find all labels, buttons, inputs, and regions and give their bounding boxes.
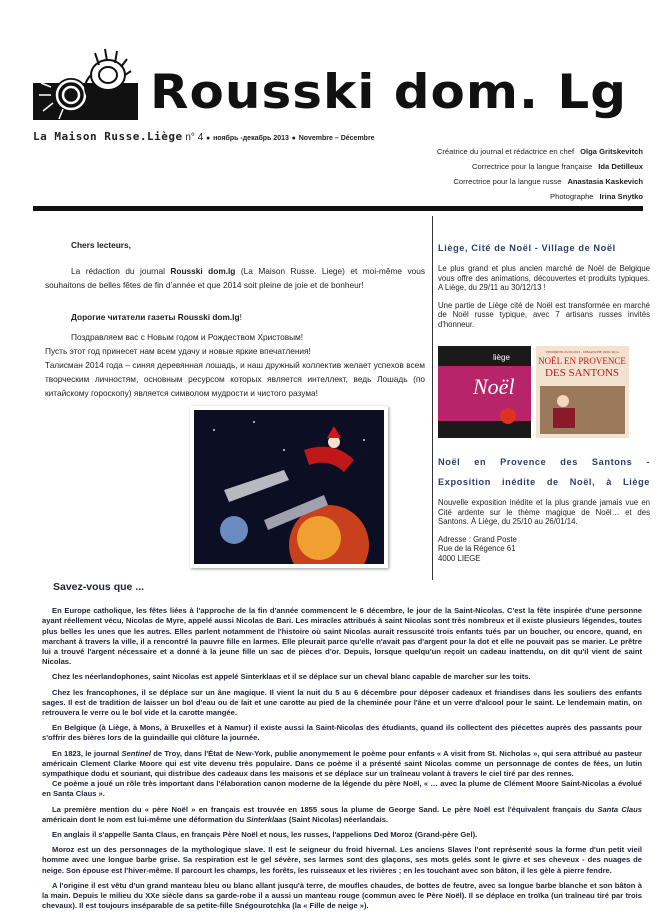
santons-poster [536,346,629,438]
address-line: Adresse : Grand Poste [438,534,517,544]
article-paragraph: En 1823, le journal Sentinel de Troy, dans l'État de New-York, publie anonymement le poème pour enfants « A visit from St. Nicholas », qui sera attribué au pasteur américain Clement Clarke Moore qui est vite devenu très populaire. Dans ce poème il a présenté saint Nicolas comme un personnage de contes de fées, un lutin sympathique dodu et souriant, qui distribue des cadeaux dans les maisons et se déplace sur un traîneau volant à travers le ciel tiré par des rennes. [42,748,642,779]
santa-space-illustration [190,406,388,568]
crab-logo-icon [33,45,143,120]
credit-name: Ida Detilleux [598,162,643,171]
credit-name: Olga Gritskevitch [580,147,643,156]
greeting-fr: Chers lecteurs, [71,240,131,250]
address-line: Rue de la Régence 61 [438,544,516,554]
sidebar-paragraph: Une partie de Liège cité de Noël est transformée en marché de Noël russe typique, avec 7 artisans russes invités d'honneur. [438,300,650,329]
sidebar-news [438,238,650,338]
article-paragraph: En Europe catholique, les fêtes liées à l'approche de la fin d'année commencent le 6 décembre, le jour de la Saint-Nicolas. C'est la fête inspirée d'une personne ayant réellement vécu, Nicolas de Myre, appelé aussi Nicolas de Bari. Les miracles attribués à saint Nicolas sont très nombreux et il existe plusieurs légendes, toutes plus belles les unes que les autres. Elles parlent notamment de l'histoire où saint Nicolas aurait ressuscité trois enfants tués par un boucher, ou encore, quand, en marchant à travers la ville, il a rencontré la pauvre fille en larmes. Elle pleurait parce qu'elle n'avait pas d'argent pour la dot et elle ne pouvait pas se marier. Le prêtre lui a trouvé l'argent nécessaire et a donné à la jeune fille un sac de pièces d'or. Depuis, lorsque quelqu'un reçoit un cadeau inattendu, on dit qu'il vient de saint Nicolas. [42,606,642,667]
address-line: 4000 LIEGE [438,553,481,563]
article-paragraph: La première mention du « père Noël » en français est trouvée en 1855 sous la plume de George Sand. Le père Noël est l'équivalent français du Santa Claus américain dont le nom est lui-même une déformation du Sinterklaas (Saint Nicolas) néerlandais. [42,804,642,824]
column-divider [432,216,433,580]
event-posters [438,346,656,438]
credit-role: Correctrice pour la langue russe [453,177,562,186]
issue-line [33,130,375,143]
bullet: ● [291,135,296,142]
dates-fr: Novembre – Décembre [298,135,375,142]
credit-role: Photographe [550,192,594,201]
issue-number: n° 4 [185,132,204,143]
sidebar-heading-liege: Liège, Cité de Noël - Village de Noël [438,243,616,253]
article-paragraph: En Belgique (à Liège, à Mons, à Bruxelles et à Namur) il existe aussi la Saint-Nicolas des étudiants, quand ils collectent des piécettes auprès des passants pour s'offrir des bières lors de la guindaille qui clôture la journée. [42,723,642,743]
svg-text:DES SANTONS: DES SANTONS [544,367,620,379]
brand-name: La Maison Russe.Liège [33,130,183,143]
sidebar-santons [438,452,650,564]
greeting-ru: Дорогие читатели газеты Rousski dom.lg! [71,312,242,322]
credit-role: Créatrice du journal et rédactrice en chef [436,147,575,156]
letter-ru-1: Поздравляем вас с Новым годом и Рождеством Христовым! [71,332,304,342]
svg-text:Noël: Noël [473,374,515,399]
sidebar-paragraph: Le plus grand et plus ancien marché de Noël de Belgique vous offre des animations, découvertes et produits typiques. A Liège, du 29/11 au 30/12/13 ! [438,264,650,293]
credit-line [437,159,643,174]
article-paragraph: Moroz est un des personnages de la mythologique slave. Il est le seigneur du froid hivernal. Les anciens Slaves l'ont représenté sous la forme d'un petit vieil homme avec une longue barbe grise. Sa respiration est le gel sévère, ses larmes sont des glaçons, ses mots gelés sont le givre et ses cheveux - des nuages de neige. Son épouse est l'hiver-même. Il parcourt les champs, les forêts, les ruisseaux et les rivières ; en les touchant avec son bâton, il les gèle à pierre fendre. [42,845,642,875]
svg-text:NOËL EN PROVENCE: NOËL EN PROVENCE [538,356,626,366]
svg-text:VENDREDI 25/10/2013 - DIMANCHE: VENDREDI 25/10/2013 - DIMANCHE 26/01/2014 [545,350,619,354]
letter-fr: La rédaction du journal Rousski dom.lg (La Maison Russe. Liege) et moi-même vous souhaitons de belles fêtes de fin d’année et que 2014 soit pleine de joie et de bonheur! [45,266,425,290]
article-savez-vous [42,582,642,916]
credits [437,144,643,204]
article-paragraph: En anglais il s'appelle Santa Claus, en français Père Noël et nous, les russes, l'appelions Ded Moroz (Grand-père Gel). [52,830,478,840]
article-paragraph: Chez les francophones, il se déplace sur un âne magique. Il vient la nuit du 5 au 6 décembre pour déposer cadeaux et friandises dans les souliers des enfants sages. Il est de tradition de laisser un bol d'eau ou de lait et une carotte au pied de la cheminée pour l'âne et un verre d'alcool pour le saint. Le lendemain matin, on retrouvera le verre ou le bol vide et la carotte mangée. [42,687,642,718]
credit-line [437,189,643,204]
letter-ru-2: Пусть этот год принесет нам всем удачу и новые яркие впечатления! [45,346,311,356]
article-paragraph: Ce poème a joué un rôle très important dans l'élaboration canon moderne de la légende du père Noël, « … avec la plume de Clément Moore Saint-Nicolas a évolué en Santa Claus ». [42,779,642,799]
dates-ru: ноябрь -декабрь 2013 [213,135,289,142]
bullet: ● [206,135,211,142]
header-divider [33,206,643,211]
sidebar-paragraph: Nouvelle exposition inédite et la plus grande jamais vue en Cité ardente sur le thème magique de Noël… et des Santons. À Liège, du 25/10 au 26/01/14. [438,498,650,527]
credit-name: Irina Snytko [599,192,643,201]
sidebar-heading-santons: Noël en Provence des Santons - Exposition inédite de Noël, à Liège [438,457,650,487]
article-paragraph: A l'origine il est vêtu d'un grand manteau bleu ou blanc allant jusqu'à terre, de moufles chaudes, de bottes de feutre, avec sa longue barbe blanche et son bâton à la main. Depuis le milieu du XXe siècle dans sa garde-robe il a aussi un manteau rouge (commun avec le Père Noël). Il se déplace en troïka (un traîneau tiré par trois chevaux). Il est toujours inséparable de sa petite-fille Snégourotchka (la « Fille de neige »). [42,880,642,911]
svg-text:liège: liège [493,353,510,362]
credit-line [437,174,643,189]
credit-name: Anastasia Kaskevich [567,177,643,186]
credit-line [437,144,643,159]
credit-role: Correctrice pour la langue française [471,162,593,171]
newspaper-title: Rousski dom. Lg [150,64,628,120]
article-paragraph: Chez les néerlandophones, saint Nicolas est appelé Sinterklaas et il se déplace sur un cheval blanc capable de marcher sur les toits. [52,672,531,682]
article-heading: Savez-vous que ... [53,581,145,593]
editorial-letter [45,238,425,400]
liege-noel-poster [438,346,531,438]
letter-ru-3: Талисман 2014 года – синяя деревянная лошадь, и наш дружный коллектив желает успехов всем творческим личностям, основным ресурсом которых является интеллект, ведь Лошадь (по китайскому гороскопу) является символом мудрости и чистого разума! [45,360,425,398]
